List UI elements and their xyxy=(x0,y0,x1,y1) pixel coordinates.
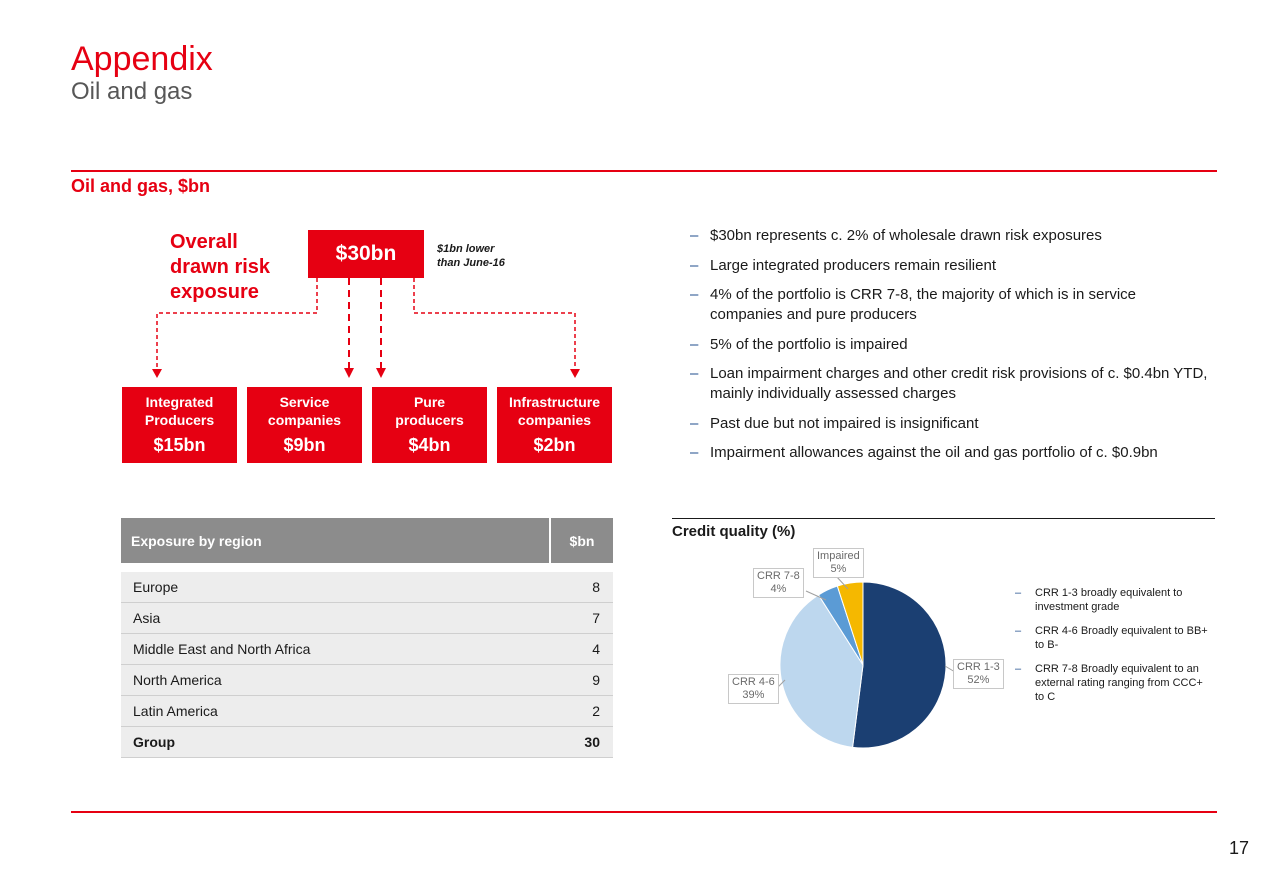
legend-note-text: CRR 7-8 Broadly equivalent to an external rating ranging from CCC+ to C xyxy=(1035,663,1203,703)
credit-quality-notes xyxy=(1015,586,1210,714)
total-name: Group xyxy=(133,734,175,750)
table-header-unit: $bn xyxy=(549,518,613,563)
segment-name-line: Producers xyxy=(144,412,215,428)
region-value: 4 xyxy=(592,641,600,657)
region-name: Middle East and North Africa xyxy=(133,641,311,657)
callout-label: CRR 7-8 xyxy=(757,570,800,582)
callout-crr13 xyxy=(953,659,1004,689)
callout-label: Impaired xyxy=(817,550,860,562)
key-point-text: Impairment allowances against the oil and gas portfolio of c. $0.9bn xyxy=(710,444,1158,461)
overall-label-line: exposure xyxy=(170,281,259,303)
total-value: 30 xyxy=(584,734,600,750)
key-point-text: 4% of the portfolio is CRR 7-8, the majority of which is in service companies and pure producers xyxy=(710,286,1136,323)
key-point-text: 5% of the portfolio is impaired xyxy=(710,335,908,353)
key-point-text: Large integrated producers remain resilient xyxy=(710,256,996,274)
region-value: 8 xyxy=(592,579,600,595)
callout-value: 52% xyxy=(967,674,990,686)
key-point-text: Past due but not impaired is insignificant xyxy=(710,414,979,432)
callout-crr46 xyxy=(728,674,779,704)
bullet-dash: – xyxy=(690,444,699,461)
bullet-dash: – xyxy=(690,256,699,274)
segment-name-line: producers xyxy=(395,412,464,428)
page-number: 17 xyxy=(1228,838,1249,858)
segment-name-line: companies xyxy=(267,412,342,428)
segment-value: $9bn xyxy=(283,435,326,455)
page-subtitle: Oil and gas xyxy=(71,78,193,105)
change-note-line: than June-16 xyxy=(437,257,505,269)
segment-value: $4bn xyxy=(408,435,451,455)
bullet-dash: – xyxy=(1015,663,1022,675)
overall-label-line: Overall xyxy=(170,231,238,253)
legend-note-text: CRR 4-6 Broadly equivalent to BB+ to B- xyxy=(1035,625,1208,651)
segment-name-line: Pure xyxy=(413,394,446,410)
region-name: Asia xyxy=(133,610,161,626)
bullet-dash: – xyxy=(690,286,699,303)
bottom-divider xyxy=(71,811,1217,813)
chart-title: Credit quality (%) xyxy=(672,523,796,540)
bullet-dash: – xyxy=(1015,625,1022,637)
table-header-label: Exposure by region xyxy=(131,532,262,549)
segment-name-line: Infrastructure xyxy=(508,394,601,410)
callout-value: 39% xyxy=(742,689,765,701)
segment-name-line: companies xyxy=(517,412,592,428)
bullet-dash: – xyxy=(690,414,699,432)
overall-label-line: drawn risk xyxy=(170,256,271,278)
bullet-dash: – xyxy=(690,335,699,353)
bullet-dash: – xyxy=(690,227,699,244)
legend-note xyxy=(1015,624,1210,652)
legend-note xyxy=(1015,662,1210,704)
callout-impaired xyxy=(813,548,864,578)
callout-value: 5% xyxy=(830,563,847,575)
leader-line-crr78 xyxy=(806,591,826,600)
region-value: 9 xyxy=(592,672,600,688)
total-exposure-value: $30bn xyxy=(335,242,397,265)
page-title: Appendix xyxy=(71,40,213,78)
callout-label: CRR 4-6 xyxy=(732,676,775,688)
region-name: Europe xyxy=(133,579,179,595)
callout-label: CRR 1-3 xyxy=(957,661,1000,673)
bullet-dash: – xyxy=(1015,587,1022,599)
segment-name-line: Integrated xyxy=(145,394,214,410)
callout-crr78 xyxy=(753,568,804,598)
segment-name-line: Service xyxy=(279,394,330,410)
key-point-text: Loan impairment charges and other credit risk provisions of c. $0.4bn YTD, mainly individually assessed charges xyxy=(710,365,1208,402)
key-point-text: $30bn represents c. 2% of wholesale drawn risk exposures xyxy=(710,227,1102,244)
legend-note xyxy=(1015,586,1210,614)
region-name: Latin America xyxy=(133,703,218,719)
section-title: Oil and gas, $bn xyxy=(71,176,211,196)
region-value: 7 xyxy=(592,610,600,626)
segment-value: $2bn xyxy=(533,435,576,455)
region-name: North America xyxy=(133,672,222,688)
legend-note-text: CRR 1-3 broadly equivalent to investment grade xyxy=(1035,587,1183,613)
change-note-line: $1bn lower xyxy=(437,243,495,255)
bullet-dash: – xyxy=(690,365,699,382)
segment-value: $15bn xyxy=(153,435,206,455)
region-value: 2 xyxy=(592,703,600,719)
callout-value: 4% xyxy=(770,583,787,595)
